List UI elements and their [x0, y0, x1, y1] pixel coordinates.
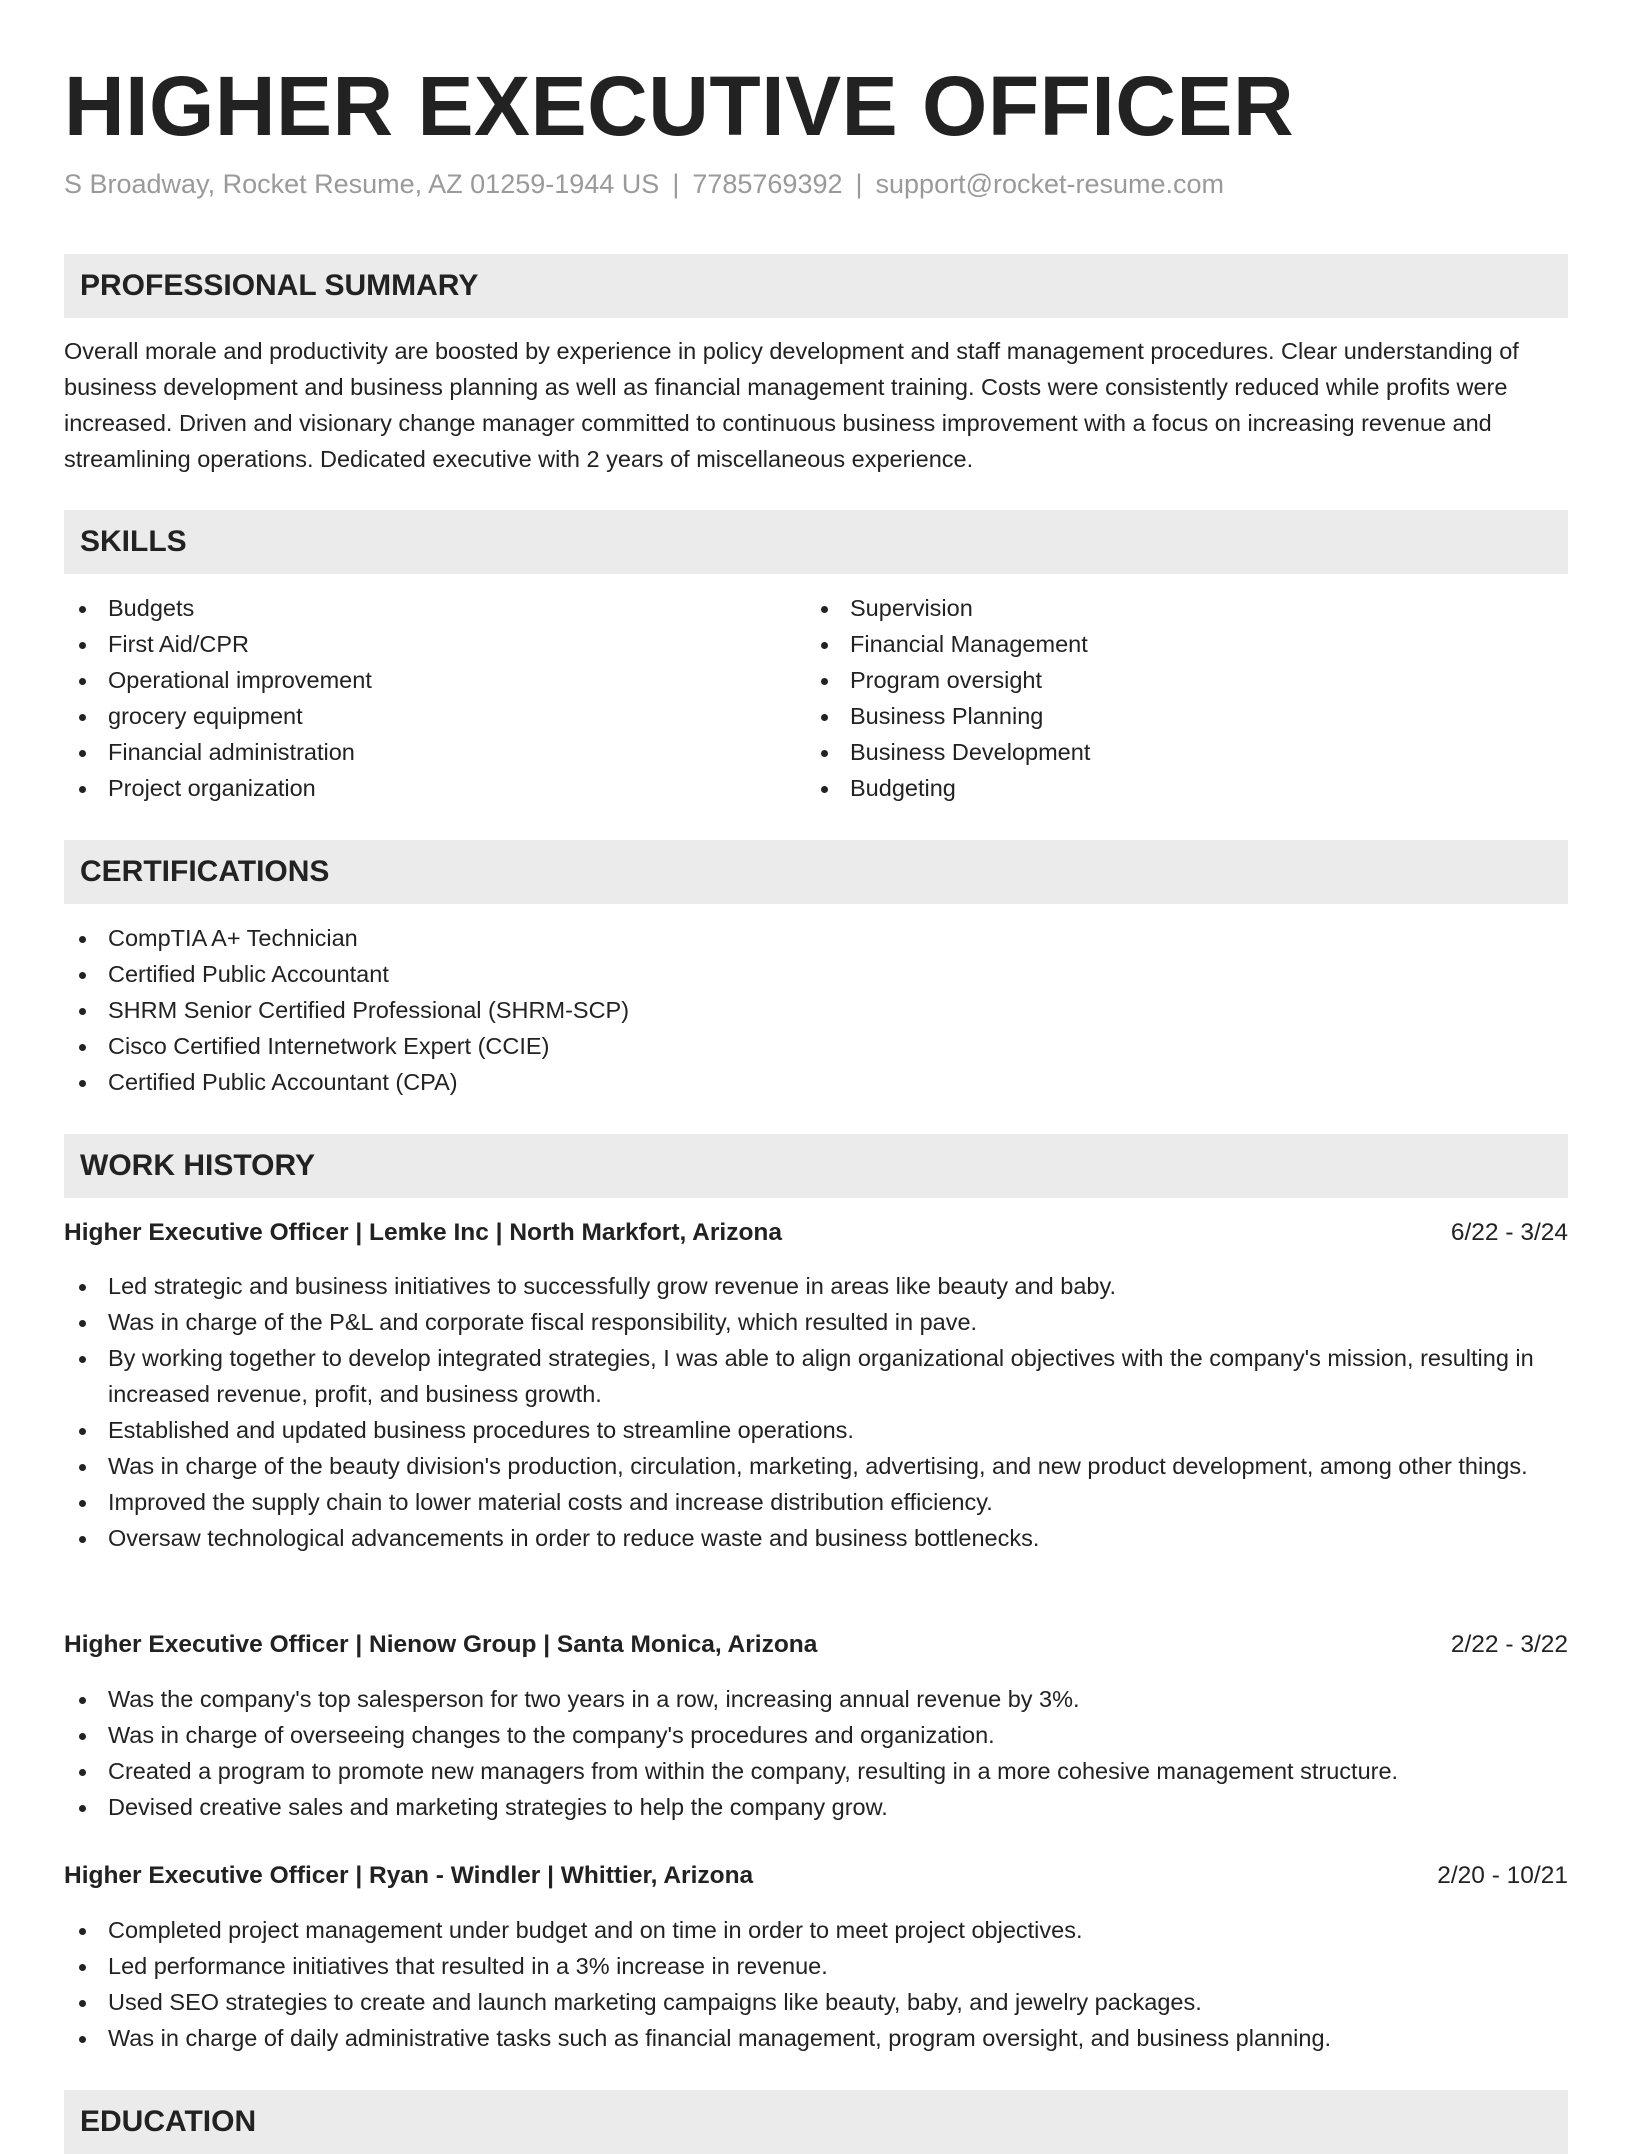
list-item: Oversaw technological advancements in order to reduce waste and business bottlenecks.	[64, 1520, 1568, 1556]
list-item: Cisco Certified Internetwork Expert (CCIE)	[64, 1028, 1568, 1064]
list-item: Certified Public Accountant	[64, 956, 1568, 992]
list-item: Improved the supply chain to lower material costs and increase distribution efficiency.	[64, 1484, 1568, 1520]
list-item: Led strategic and business initiatives to successfully grow revenue in areas like beauty and baby.	[64, 1268, 1568, 1304]
section-title: PROFESSIONAL SUMMARY	[80, 269, 479, 302]
contact-phone[interactable]: 7785769392	[692, 169, 843, 199]
job-bullets	[64, 1912, 1568, 2056]
section-title: SKILLS	[80, 525, 187, 558]
section-title: CERTIFICATIONS	[80, 855, 330, 888]
job-title: Higher Executive Officer | Ryan - Windler | Whittier, Arizona	[64, 1862, 754, 1889]
list-item: Established and updated business procedures to streamline operations.	[64, 1412, 1568, 1448]
contact-line	[64, 166, 1224, 202]
list-item: Project organization	[64, 770, 804, 806]
list-item: grocery equipment	[64, 698, 804, 734]
contact-address: S Broadway, Rocket Resume, AZ 01259-1944 US	[64, 169, 660, 199]
section-header-skills	[64, 510, 1568, 574]
list-item: Supervision	[806, 590, 1568, 626]
list-item: Was in charge of overseeing changes to the company's procedures and organization.	[64, 1717, 1568, 1753]
list-item: Was the company's top salesperson for two years in a row, increasing annual revenue by 3%.	[64, 1681, 1568, 1717]
list-item: Was in charge of the beauty division's production, circulation, marketing, advertising, and new product development, among other things.	[64, 1448, 1568, 1484]
job-bullets	[64, 1681, 1568, 1825]
job-dates: 2/20 - 10/21	[1437, 1862, 1568, 1889]
list-item: Was in charge of the P&L and corporate fiscal responsibility, which resulted in pave.	[64, 1304, 1568, 1340]
job-dates: 2/22 - 3/22	[1450, 1631, 1568, 1658]
list-item: Completed project management under budget and on time in order to meet project objectives.	[64, 1912, 1568, 1948]
section-header-certifications	[64, 840, 1568, 904]
list-item: Certified Public Accountant (CPA)	[64, 1064, 1568, 1100]
list-item: SHRM Senior Certified Professional (SHRM-SCP)	[64, 992, 1568, 1028]
job-title: Higher Executive Officer | Lemke Inc | North Markfort, Arizona	[64, 1219, 783, 1246]
list-item: Program oversight	[806, 662, 1568, 698]
list-item: Created a program to promote new managers from within the company, resulting in a more cohesive management structure.	[64, 1753, 1568, 1789]
list-item: CompTIA A+ Technician	[64, 920, 1568, 956]
list-item: First Aid/CPR	[64, 626, 804, 662]
job-bullets	[64, 1268, 1568, 1556]
list-item: Business Planning	[806, 698, 1568, 734]
job-title: Higher Executive Officer | Nienow Group | Santa Monica, Arizona	[64, 1631, 818, 1658]
list-item: Was in charge of daily administrative tasks such as financial management, program oversight, and business planning.	[64, 2020, 1568, 2056]
list-item: Financial Management	[806, 626, 1568, 662]
section-title: EDUCATION	[80, 2105, 257, 2138]
skills-list-left	[64, 590, 804, 806]
section-header-summary	[64, 254, 1568, 318]
contact-separator: |	[672, 169, 680, 199]
contact-email[interactable]: support@rocket-resume.com	[875, 169, 1225, 199]
job-dates: 6/22 - 3/24	[1450, 1219, 1568, 1246]
candidate-name: HIGHER EXECUTIVE OFFICER	[64, 59, 1295, 153]
list-item: Led performance initiatives that resulted in a 3% increase in revenue.	[64, 1948, 1568, 1984]
summary-text: Overall morale and productivity are boosted by experience in policy development and staff management procedures. Clear understanding of business development and business planning as well as financial management training. Costs were consistently reduced while profits were increased. Driven and visionary change manager committed to continuous business improvement with a focus on increasing revenue and streamlining operations. Dedicated executive with 2 years of miscellaneous experience.	[64, 338, 1519, 472]
list-item: Budgeting	[806, 770, 1568, 806]
section-header-work-history	[64, 1134, 1568, 1198]
contact-separator: |	[855, 169, 863, 199]
list-item: Business Development	[806, 734, 1568, 770]
section-title: WORK HISTORY	[80, 1149, 316, 1182]
list-item: Financial administration	[64, 734, 804, 770]
list-item: Devised creative sales and marketing strategies to help the company grow.	[64, 1789, 1568, 1825]
list-item: By working together to develop integrated strategies, I was able to align organizational objectives with the company's mission, resulting in increased revenue, profit, and business growth.	[64, 1340, 1568, 1412]
list-item: Operational improvement	[64, 662, 804, 698]
certifications-list	[64, 920, 1568, 1100]
list-item: Budgets	[64, 590, 804, 626]
skills-list-right	[806, 590, 1568, 806]
section-header-education	[64, 2090, 1568, 2154]
list-item: Used SEO strategies to create and launch marketing campaigns like beauty, baby, and jewelry packages.	[64, 1984, 1568, 2020]
